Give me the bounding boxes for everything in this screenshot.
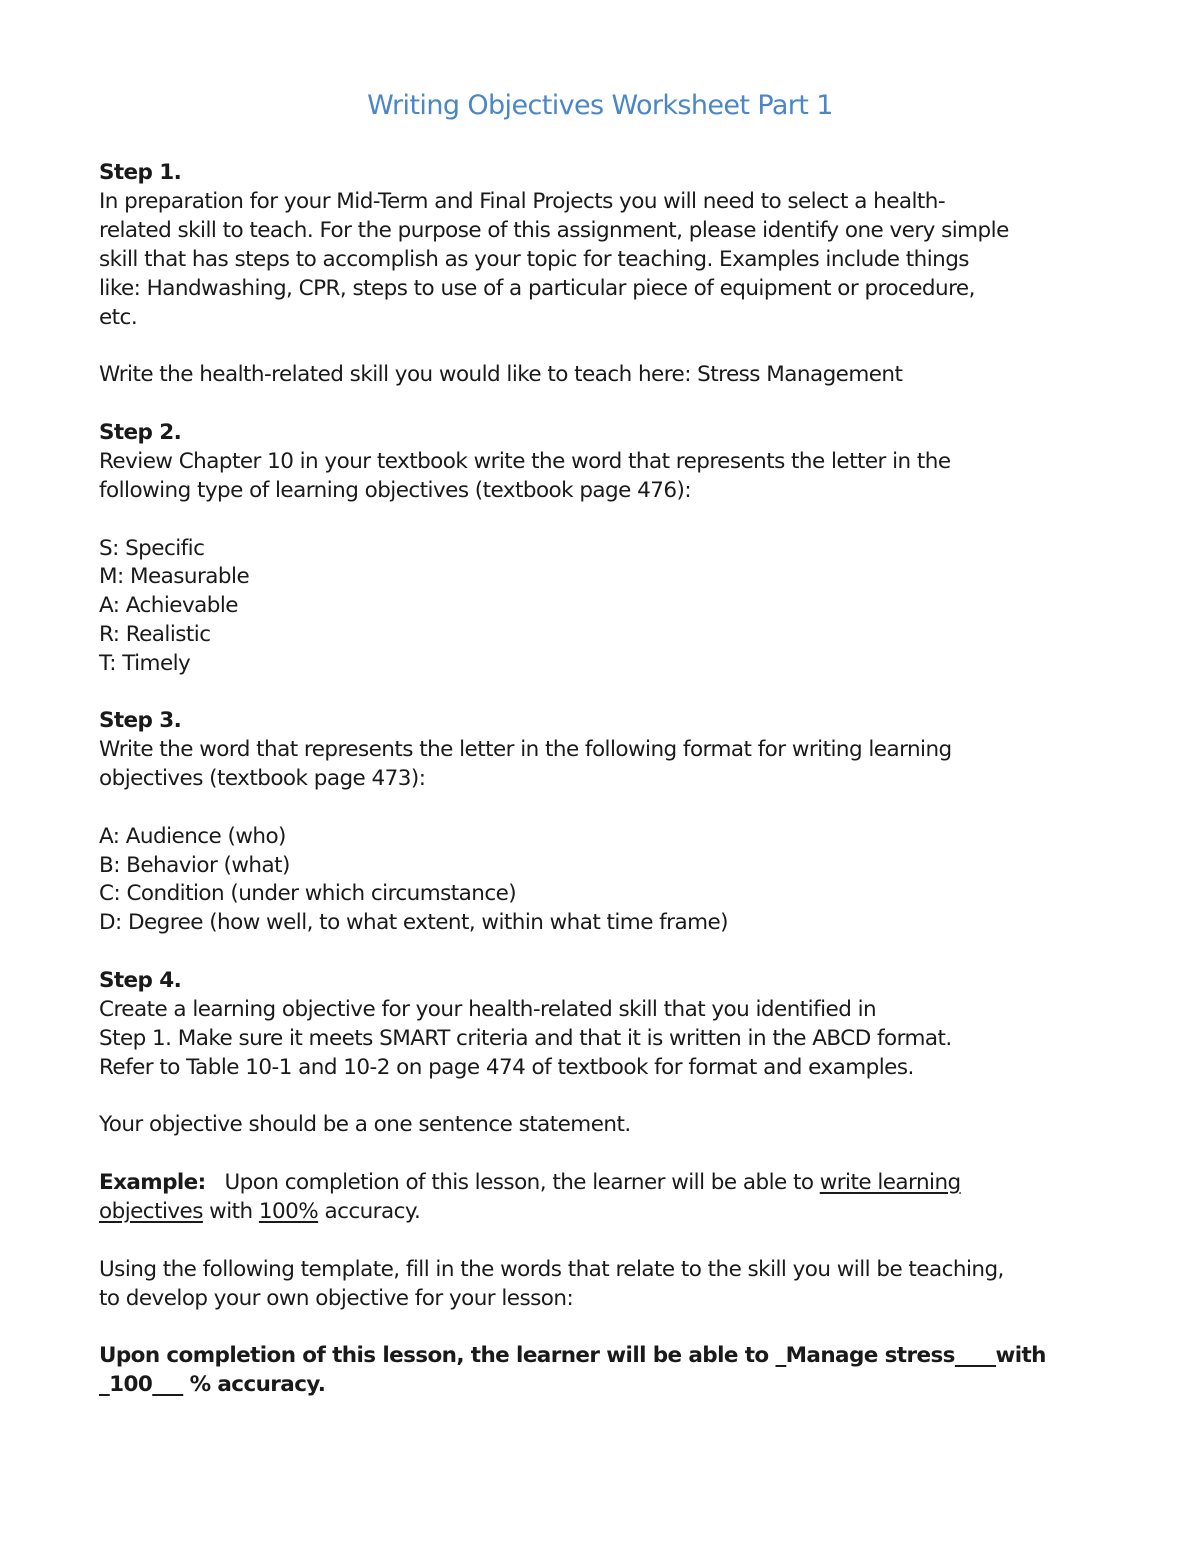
step4-text-line: Create a learning objective for your health-related skill that you identified in — [99, 997, 877, 1022]
step3-text-line: Write the word that represents the letter in the following format for writing learning — [99, 737, 952, 762]
step2-text-line: Review Chapter 10 in your textbook write the word that represents the letter in the — [99, 449, 951, 474]
step1-text-line: skill that has steps to accomplish as your topic for teaching. Examples include things — [99, 247, 969, 272]
abcd-item: B: Behavior (what) — [99, 853, 290, 878]
abcd-item: C: Condition (under which circumstance) — [99, 881, 517, 906]
step3-text-line: objectives (textbook page 473): — [99, 766, 426, 791]
objective-answer: _100___ % accuracy. — [99, 1372, 326, 1397]
step4-heading: Step 4. — [99, 968, 182, 993]
step2-heading: Step 2. — [99, 420, 182, 445]
example-underlined-behavior: write learning — [819, 1170, 961, 1195]
step3-heading: Step 3. — [99, 708, 182, 733]
step4-text-line: Refer to Table 10-1 and 10-2 on page 474 of textbook for format and examples. — [99, 1055, 914, 1080]
example-underlined-degree: 100% — [258, 1199, 319, 1224]
template-instruction: Using the following template, fill in the words that relate to the skill you will be teaching, — [99, 1257, 1004, 1282]
smart-item: S: Specific — [99, 536, 205, 561]
abcd-item: A: Audience (who) — [99, 824, 286, 849]
example-line — [99, 1168, 961, 1197]
skill-answer: Write the health-related skill you would like to teach here: Stress Management — [99, 362, 903, 387]
smart-item: M: Measurable — [99, 564, 250, 589]
step4-text-line: Step 1. Make sure it meets SMART criteria and that it is written in the ABCD format. — [99, 1026, 952, 1051]
smart-item: T: Timely — [99, 651, 191, 676]
example-underlined-behavior: objectives — [99, 1199, 203, 1224]
step1-text-line: etc. — [99, 305, 138, 330]
example-text: Upon completion of this lesson, the learner will be able to — [205, 1170, 820, 1195]
template-instruction: to develop your own objective for your lesson: — [99, 1286, 574, 1311]
one-sentence-note: Your objective should be a one sentence statement. — [99, 1112, 631, 1137]
smart-item: R: Realistic — [99, 622, 211, 647]
abcd-item: D: Degree (how well, to what extent, within what time frame) — [99, 910, 729, 935]
step1-text-line: related skill to teach. For the purpose of this assignment, please identify one very simple — [99, 218, 1009, 243]
step2-text-line: following type of learning objectives (textbook page 476): — [99, 478, 692, 503]
step1-heading: Step 1. — [99, 160, 182, 185]
example-text: with — [202, 1199, 259, 1224]
step1-text-line: In preparation for your Mid-Term and Final Projects you will need to select a health- — [99, 189, 946, 214]
example-text: accuracy. — [318, 1199, 421, 1224]
step1-text-line: like: Handwashing, CPR, steps to use of a particular piece of equipment or procedure, — [99, 276, 975, 301]
objective-answer: Upon completion of this lesson, the learner will be able to _Manage stress____with — [99, 1343, 1046, 1368]
example-line — [99, 1197, 420, 1226]
smart-item: A: Achievable — [99, 593, 238, 618]
example-label: Example: — [99, 1170, 206, 1195]
document-title: Writing Objectives Worksheet Part 1 — [367, 90, 833, 121]
